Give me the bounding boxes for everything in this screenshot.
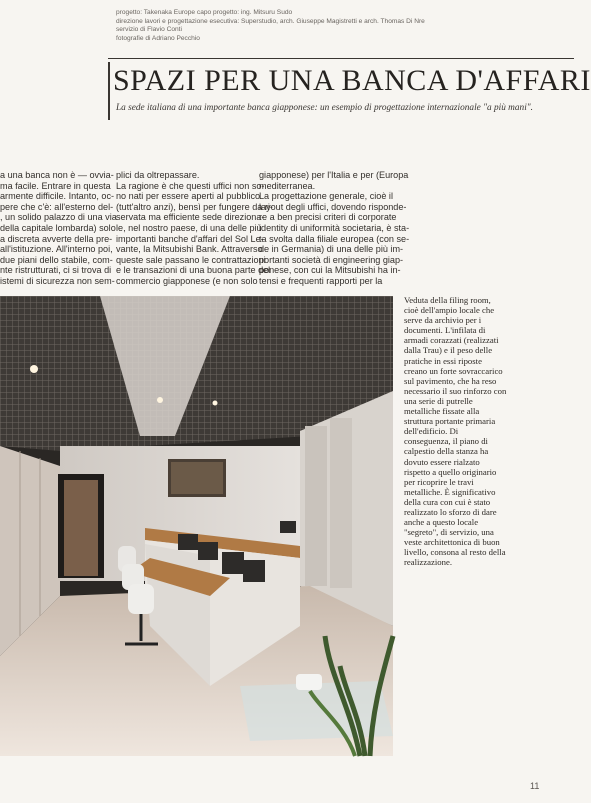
text-line: La ragione è che questi uffici non so-: [116, 180, 265, 191]
caption-line: metalliche fissate alla: [404, 406, 480, 417]
photo-caption: [404, 295, 544, 568]
text-line: pere che c'è: all'esterno del-: [0, 201, 114, 212]
credits-block: [116, 9, 425, 43]
text-line: vante, la Mitsubishi Bank. Attraverso: [116, 244, 263, 255]
caption-line: conseguenza, il piano di: [404, 436, 488, 447]
text-line: (tutt'altro anzi), bensì per fungere da ri-: [116, 201, 273, 212]
caption-line: calpestio della stanza ha: [404, 446, 489, 457]
text-line: ponese, con cui la Mitsubishi ha in-: [259, 265, 401, 276]
text-line: istemi di sicurezza non sem-: [0, 275, 115, 286]
caption-line: documenti. L'infilata di: [404, 325, 486, 336]
text-line: e le transazioni di una buona parte del: [116, 265, 271, 276]
text-column-3: [259, 170, 410, 287]
text-line: ma facile. Entrare in questa: [0, 180, 111, 191]
text-line: no nati per essere aperti al pubblico: [116, 191, 261, 202]
text-line: La progettazione generale, cioè il: [259, 191, 393, 202]
caption-line: rispetto a quello originario: [404, 466, 497, 477]
caption-line: creano un forte sovraccarico: [404, 365, 503, 376]
text-line: identity di uniformità societaria, è sta-: [259, 222, 410, 233]
text-line: a discreta avverte della pre-: [0, 233, 113, 244]
text-column-1: [0, 170, 117, 287]
caption-line: veste architettonica di buon: [404, 537, 500, 548]
text-line: servata ma efficiente sede direziona-: [116, 212, 265, 223]
page-number: 11: [530, 781, 540, 791]
text-line: commercio giapponese (e non solo: [116, 275, 258, 286]
text-line: re a ben precisi criteri di corporate: [259, 212, 397, 223]
caption-line: "segreto", di servizio, una: [404, 527, 494, 538]
credit-line: progetto: Takenaka Europe capo progetto: ing. Mitsuru Sudo: [116, 9, 293, 16]
credit-line: direzione lavori e progettazione esecutiva: Superstudio, arch. Giuseppe Magistretti e arch. Thomas Di Nre: [116, 17, 425, 25]
text-line: plici da oltrepassare.: [116, 170, 200, 180]
office-photo: [0, 296, 393, 756]
text-line: giapponese) per l'Italia e per (Europa: [259, 170, 409, 180]
caption-line: pratiche in essi riposte: [404, 355, 482, 366]
caption-line: una serie di putrelle: [404, 395, 473, 406]
text-line: importanti banche d'affari del Sol Le-: [116, 233, 264, 244]
page-subtitle: La sede italiana di una importante banca giapponese: un esempio di progettazione internazionale "a più mani".: [116, 103, 534, 113]
text-line: armente difficile. Intanto, oc-: [0, 191, 115, 202]
text-line: , un solido palazzo di una via: [0, 212, 117, 223]
text-line: portanti società di engineering giap-: [259, 254, 404, 265]
caption-line: dalla Trau) e il peso delle: [404, 345, 493, 356]
caption-line: anche a questo locale: [404, 517, 479, 528]
caption-line: sul pavimento, che ha reso: [404, 375, 497, 386]
text-line: della capitale lombarda) solo: [0, 222, 116, 233]
caption-line: dell'edificio. Di: [404, 426, 459, 437]
caption-line: livello, consona al resto della: [404, 547, 506, 558]
caption-line: Veduta della filing room,: [404, 295, 491, 305]
caption-line: dovuto essere rialzato: [404, 456, 480, 467]
text-line: de in Germania) di una delle più im-: [259, 244, 404, 255]
text-line: mediterranea.: [259, 180, 316, 191]
caption-line: struttura portante primaria: [404, 416, 496, 427]
text-line: a una banca non è — ovvia-: [0, 170, 114, 180]
text-line: ta svolta dalla filiale europea (con se-: [259, 233, 410, 244]
caption-line: armadi corazzati (realizzati: [404, 335, 499, 346]
caption-line: realizzazione.: [404, 557, 452, 568]
text-line: queste sale passano le contrattazioni: [116, 254, 266, 265]
title-rule-vertical: [108, 62, 110, 120]
text-line: tensi e frequenti rapporti per la: [259, 275, 383, 286]
caption-line: metalliche. È significativo: [404, 486, 496, 497]
text-line: nte ristrutturati, ci si trova di: [0, 265, 112, 276]
caption-line: serve da archivio per i: [404, 315, 482, 326]
credit-line: fotografie di Adriano Pecchio: [116, 34, 200, 42]
text-line: layout degli uffici, dovendo risponde-: [259, 201, 407, 212]
caption-line: cioè dell'ampio locale che: [404, 305, 495, 316]
caption-line: per ricoprire le travi: [404, 476, 474, 487]
title-rule-horizontal: [108, 58, 574, 59]
text-line: due piani dello stabile, com-: [0, 254, 113, 265]
text-column-2: [116, 170, 273, 287]
page-title: SPAZI PER UNA BANCA D'AFFARI: [113, 64, 591, 97]
text-line: le, nel nostro paese, di una delle più: [116, 222, 262, 233]
caption-line: della cura con cui è stato: [404, 496, 491, 507]
credit-line: servizio di Flavio Conti: [116, 26, 182, 34]
caption-line: necessario il suo rinforzo con: [404, 385, 507, 396]
text-line: all'istituzione. All'interno poi,: [0, 244, 113, 255]
caption-line: realizzato lo sforzo di dare: [404, 506, 497, 517]
